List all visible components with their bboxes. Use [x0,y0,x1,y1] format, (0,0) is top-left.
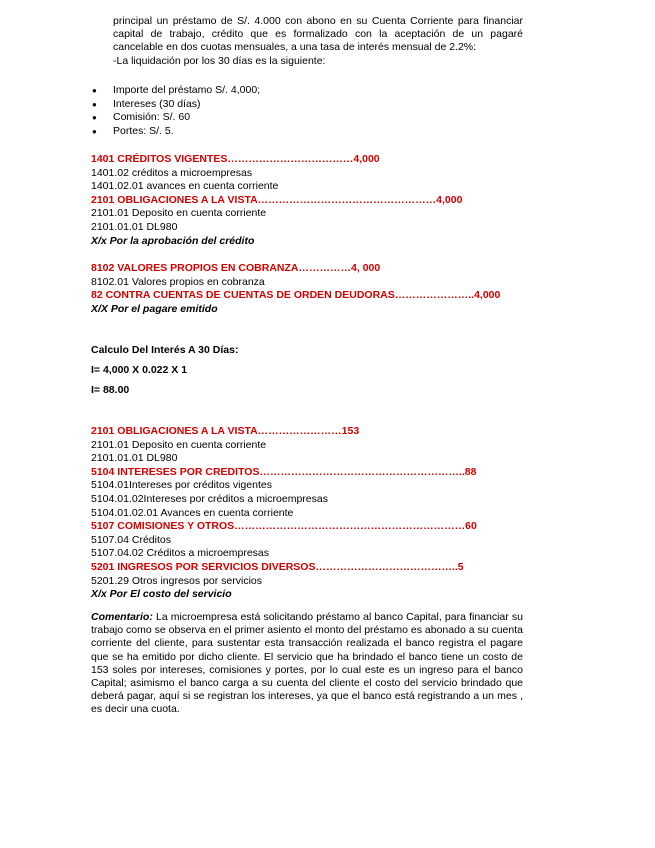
intro-liquidation-note: -La liquidación por los 30 días es la siguiente: [113,54,326,67]
comment-text: La microempresa está solicitando préstamo al banco Capital, para financiar su trabajo como se observa en el primer asiento el monto del préstamo es abonado a su cuenta corriente del cliente, para sustentar esta transacción realizada el banco registra el pagare que se ha emitido por dicho cliente. El servicio que ha brindado el banco tiene un costo de 153 soles por intereses, comisiones y portes, por lo cual este es un ingreso para el banco Capital; asimismo el banco carga a su cuenta del cliente el costo del servicio brindado que deberá pagar, aquí si se registran los intereses, ya que el banco está registrando a un mes , es decir una cuota. [91,611,523,716]
bullet-item: ● Importe del préstamo S/. 4,000; [92,84,260,98]
account-heading: 2101 OBLIGACIONES A LA VISTA……………………………………………4,000 [91,193,463,206]
account-line: 5104.01.02Intereses por créditos a microempresas [91,492,328,505]
account-heading: 82 CONTRA CUENTAS DE CUENTAS DE ORDEN DEUDORAS…………………..4,000 [91,289,501,302]
intro-text: principal un préstamo de S/. 4.000 con abono en su Cuenta Corriente para financiar capital de trabajo, crédito que es formalizado con la aceptación de un pagaré cancelable en dos cuotas mensuales, a una tasa de interés mensual de 2.2%: [113,15,523,54]
account-line: 2101.01 Deposito en cuenta corriente [91,438,267,451]
bullet-item: ● Intereses (30 días) [92,98,260,112]
account-line: 1401.02 créditos a microempresas [91,166,253,179]
account-line: 5104.01Intereses por créditos vigentes [91,479,272,492]
account-heading: 1401 CRÉDITOS VIGENTES………………………………4,000 [91,153,380,165]
account-heading: 8102 VALORES PROPIOS EN COBRANZA……………4, 000 [91,262,381,274]
account-line: 5107.04 Créditos [91,533,171,546]
account-line: 5104.01.02.01 Avances en cuenta corriente [91,506,294,519]
bullet-item: ● Comisión: S/. 60 [92,111,260,125]
entry-description: X/x Por El costo del servicio [91,588,232,601]
account-line: 8102.01 Valores propios en cobranza [91,275,265,288]
intro-paragraph [113,15,523,68]
entry-description: X/X Por el pagare emitido [91,302,218,315]
interest-calc-formula: I= 4,000 X 0.022 X 1 [91,364,188,376]
account-line: 2101.01.01 DL980 [91,452,178,465]
liquidation-bullet-list [92,84,260,138]
account-line: 2101.01.01 DL980 [91,220,178,233]
account-line: 2101.01 Deposito en cuenta corriente [91,207,267,220]
account-heading: 2101 OBLIGACIONES A LA VISTA……………………153 [91,425,360,437]
account-heading: 5104 INTERESES POR CREDITOS…………………………………………………..88 [91,465,477,478]
comment-label: Comentario: [91,611,153,623]
interest-calc-result: I= 88.00 [91,384,130,396]
bullet-item: ● Portes: S/. 5. [92,125,260,139]
account-line: 5107.04.02 Créditos a microempresas [91,547,270,560]
entry-credit-approval [91,153,561,248]
account-heading: 5201 INGRESOS POR SERVICIOS DIVERSOS…………………………………..5 [91,560,464,573]
account-line: 5201.29 Otros ingresos por servicios [91,574,262,587]
account-line: 1401.02.01 avances en cuenta corriente [91,180,279,193]
account-heading: 5107 COMISIONES Y OTROS…………………………………………………………60 [91,520,477,533]
entry-service-cost [91,425,561,602]
entry-description: X/x Por la aprobación del crédito [91,234,255,247]
comment-body [91,611,523,717]
interest-calc-title: Calculo Del Interés A 30 Días: [91,344,239,356]
entry-promissory-note [91,262,561,316]
comment-paragraph [91,611,523,717]
